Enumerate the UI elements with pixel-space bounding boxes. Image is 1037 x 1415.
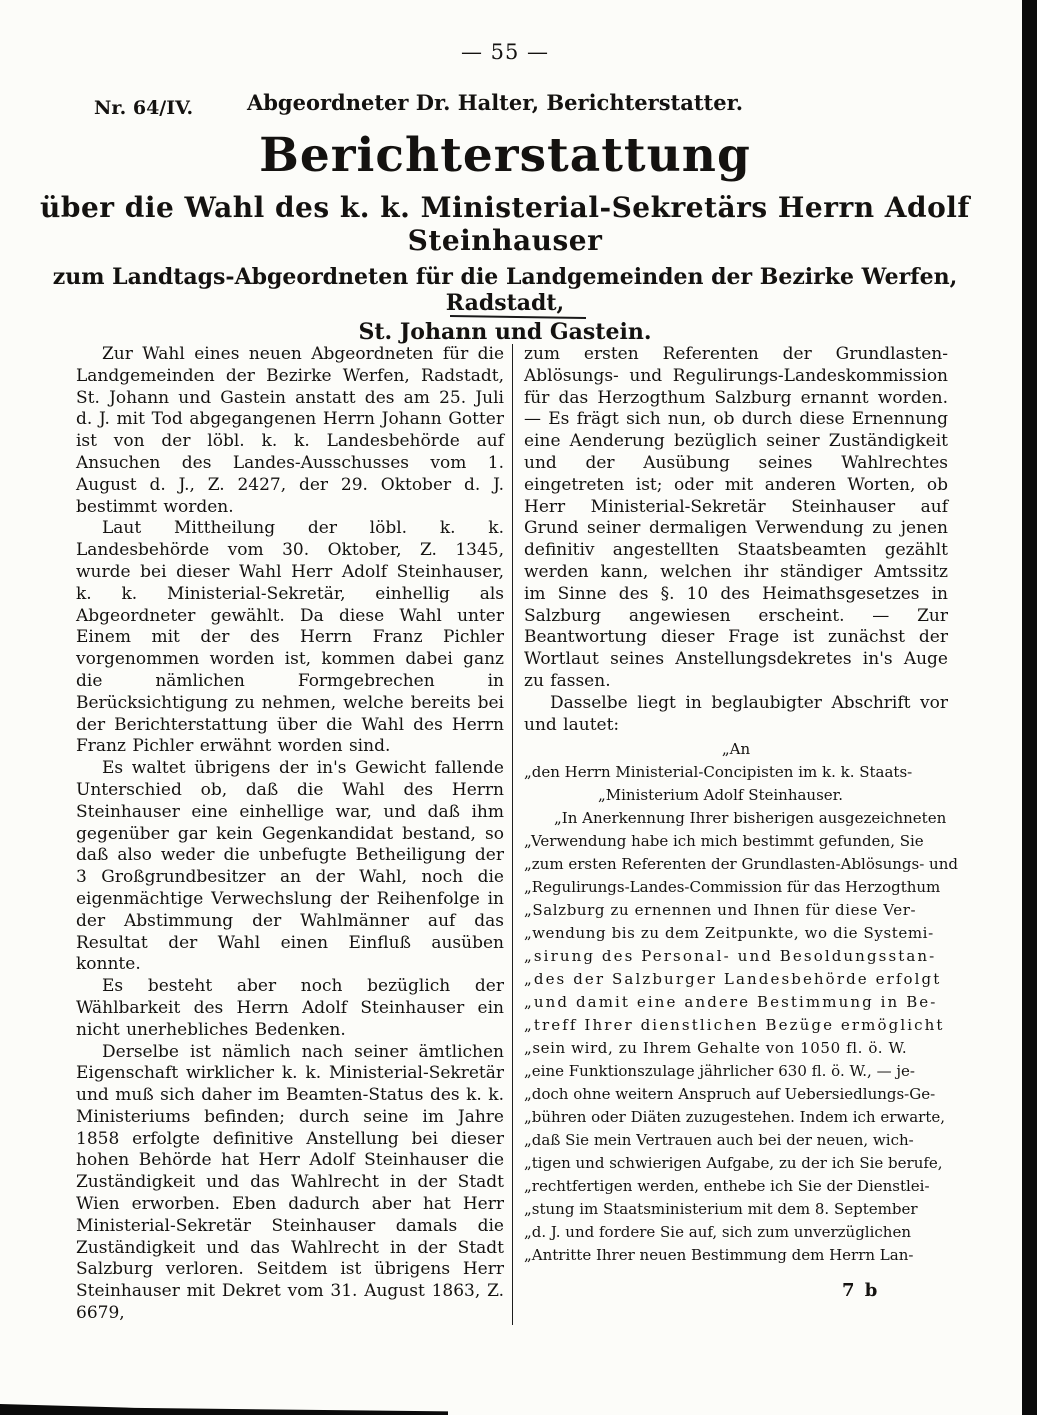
letter-line: „tigen und schwierigen Aufgabe, zu der ich Sie berufe, bbox=[524, 1154, 943, 1173]
letter-line: „doch ohne weitern Anspruch auf Uebersiedlungs-Ge- bbox=[524, 1085, 936, 1104]
quoted-appointment-decree bbox=[524, 738, 958, 1267]
right-column bbox=[512, 344, 958, 1325]
body-paragraph: Laut Mittheilung der löbl. k. k. Landesbehörde vom 30. Oktober, Z. 1345, wurde bei dieser Wahl Herr Adolf Steinhauser, k. k. Ministerial-Sekretär, einhellig als Abgeordneter gewählt. Da diese Wahl unter Einem mit der des Herrn Franz Pichler vorgenommen worden ist, kommen dabei ganz die nämlichen Formgebrechen in Berücksichtigung zu nehmen, welche bereits bei der Berichterstattung über die Wahl des Herrn Franz Pichler erwähnt worden sind. bbox=[76, 518, 504, 757]
letter-line: „des der Salzburger Landesbehörde erfolgt bbox=[524, 970, 942, 989]
body-paragraph: Es waltet übrigens der in's Gewicht fallende Unterschied ob, daß die Wahl des Herrn Steinhauser eine einhellige war, und daß ihm gegenüber gar kein Gegenkandidat bestand, so daß also weder die unbefugte Betheiligung der 3 Großgrundbesitzer an der Wahl, noch die eigenmächtige Verwechslung der Reihenfolge in der Abstimmung der Wahlmänner auf das Resultat der Wahl einen Einfluß ausüben konnte. bbox=[76, 758, 504, 975]
page-number: — 55 — bbox=[460, 40, 550, 64]
document-number: Nr. 64/IV. bbox=[94, 97, 194, 119]
report-subtitle-line-2: zum Landtags-Abgeordneten für die Landgemeinden der Bezirke Werfen, Radstadt, bbox=[52, 263, 958, 316]
letter-line: „treff Ihrer dienstlichen Bezüge ermöglicht bbox=[524, 1016, 945, 1035]
letter-line: „An bbox=[721, 740, 751, 759]
body-paragraph: Dasselbe liegt in beglaubigter Abschrift vor und lautet: bbox=[524, 692, 948, 735]
body-paragraph: Zur Wahl eines neuen Abgeordneten für die Landgemeinden der Bezirke Werfen, Radstadt, St. Johann und Gastein anstatt des am 25. Juli d. J. mit Tod abgegangenen Herrn Johann Gotter ist von der löbl. k. k. Landesbehörde auf Ansuchen des Landes-Ausschusses vom 1. August d. J., Z. 2427, der 29. Oktober d. J. bestimmt worden. bbox=[76, 344, 504, 517]
letter-line: „Salzburg zu ernennen und Ihnen für diese Ver- bbox=[524, 901, 917, 920]
report-subtitle-line-1: über die Wahl des k. k. Ministerial-Sekretärs Herrn Adolf Steinhauser bbox=[40, 190, 970, 257]
scan-border-bottom bbox=[0, 1402, 448, 1415]
letter-line: „wendung bis zu dem Zeitpunkte, wo die Systemi- bbox=[524, 924, 934, 943]
letter-line: „stung im Staatsministerium mit dem 8. September bbox=[524, 1200, 918, 1219]
left-column bbox=[76, 344, 512, 1325]
letter-line: „bühren oder Diäten zuzugestehen. Indem ich erwarte, bbox=[524, 1108, 946, 1127]
letter-line: „Ministerium Adolf Steinhauser. bbox=[598, 786, 843, 805]
report-title: Berichterstattung bbox=[259, 128, 751, 183]
letter-line: „Regulirungs-Landes-Commission für das Herzogthum bbox=[524, 878, 941, 897]
letter-line: „daß Sie mein Vertrauen auch bei der neuen, wich- bbox=[524, 1131, 914, 1150]
two-column-body bbox=[76, 344, 958, 1325]
letter-line: „d. J. und fordere Sie auf, sich zum unverzüglichen bbox=[524, 1223, 911, 1242]
letter-line: „zum ersten Referenten der Grundlasten-Ablösungs- und bbox=[524, 855, 958, 874]
letter-line: „Verwendung habe ich mich bestimmt gefunden, Sie bbox=[524, 832, 924, 851]
body-paragraph: Es besteht aber noch bezüglich der Wählbarkeit des Herrn Adolf Steinhauser ein nicht unerhebliches Bedenken. bbox=[76, 976, 504, 1040]
letter-line: „In Anerkennung Ihrer bisherigen ausgezeichneten bbox=[554, 809, 947, 828]
letter-line: „eine Funktionszulage jährlicher 630 fl. ö. W., — je- bbox=[524, 1062, 915, 1081]
letter-line: „rechtfertigen werden, enthebe ich Sie der Dienstlei- bbox=[524, 1177, 930, 1196]
body-paragraph: Derselbe ist nämlich nach seiner ämtlichen Eigenschaft wirklicher k. k. Ministerial-Sekretär und muß sich daher im Beamten-Status des k. k. Ministeriums befinden; durch seine im Jahre 1858 erfolgte definitive Anstellung bei dieser hohen Behörde hat Herr Adolf Steinhauser die Zuständigkeit und das Wahlrecht in der Stadt Wien erworben. Eben dadurch aber hat Herr Ministerial-Sekretär Steinhauser damals die Zuständigkeit und das Wahlrecht in der Stadt Salzburg verloren. Seitdem ist übrigens Herr Steinhauser mit Dekret vom 31. August 1863, Z. 6679, bbox=[76, 1041, 504, 1324]
title-block bbox=[0, 130, 1010, 345]
reporter-line: Abgeordneter Dr. Halter, Berichterstatter. bbox=[246, 90, 744, 115]
body-paragraph: zum ersten Referenten der Grundlasten-Ablösungs- und Regulirungs-Landeskommission für das Herzogthum Salzburg ernannt worden. — Es frägt sich nun, ob durch diese Ernennung eine Aenderung bezüglich seiner Zuständigkeit und der Ausübung seines Wahlrechtes eingetreten ist; oder mit anderen Worten, ob Herr Ministerial-Sekretär Steinhauser auf Grund seiner dermaligen Verwendung zu jenen definitiv angestellten Staatsbeamten gezählt werden kann, welchen ihr ständiger Amtssitz im Sinne des §. 10 des Heimathsgesetzes in Salzburg angewiesen erscheint. — Zur Beantwortung dieser Frage ist zunächst der Wortlaut seines Anstellungsdekretes in's Auge zu fassen. bbox=[524, 344, 948, 691]
letter-line: „sirung des Personal- und Besoldungsstan- bbox=[524, 947, 937, 966]
letter-line: „Antritte Ihrer neuen Bestimmung dem Herrn Lan- bbox=[524, 1246, 914, 1265]
signature-mark: 7 b bbox=[842, 1280, 880, 1301]
letter-line: „und damit eine andere Bestimmung in Be- bbox=[524, 993, 938, 1012]
report-subtitle-line-3: St. Johann und Gastein. bbox=[358, 318, 652, 345]
scan-border-right bbox=[1022, 0, 1037, 1415]
letter-line: „sein wird, zu Ihrem Gehalte von 1050 fl. ö. W. bbox=[524, 1039, 908, 1058]
letter-line: „den Herrn Ministerial-Concipisten im k. k. Staats- bbox=[524, 763, 913, 782]
